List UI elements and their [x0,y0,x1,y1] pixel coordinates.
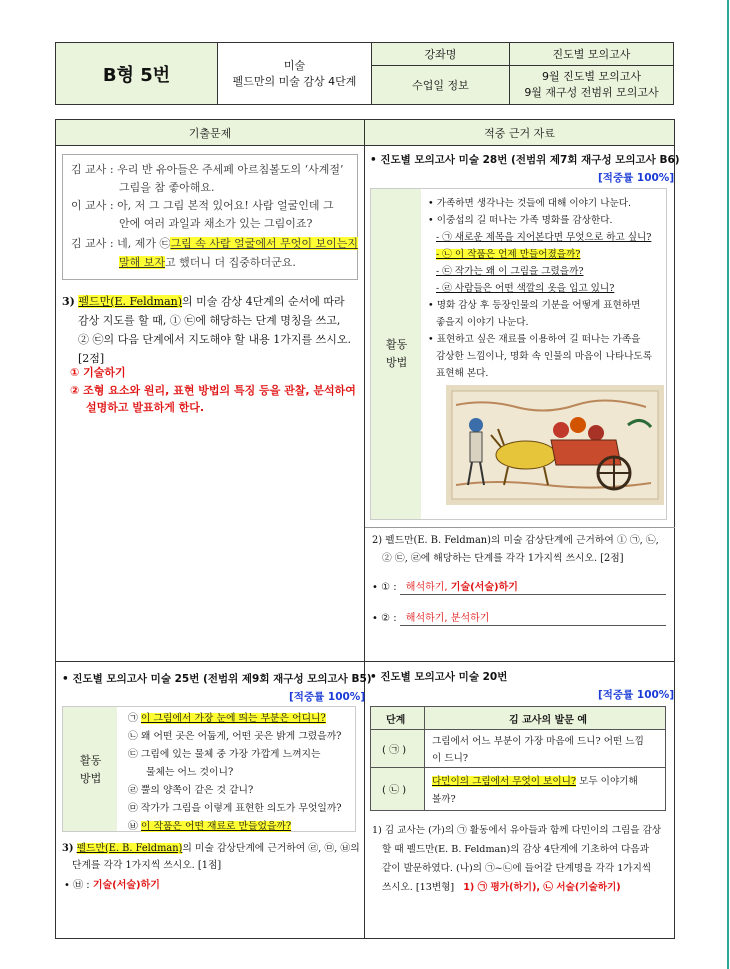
dialog-text: 아, 저 그 그림 본적 있어요! 사람 얼굴인데 그 [117,199,334,212]
date-value-cell [509,65,674,105]
column-right-header [364,119,675,146]
lecture-label-cell [371,42,510,66]
activity-label-2: 방법 [80,772,102,785]
question-text: 감상 지도를 할 때, ① ㉢에 해당하는 단계 명칭을 쓰고, [78,314,341,327]
ref1-title: • 진도별 모의고사 미술 28번 (전범위 제7회 재구성 모의고사 B6) [370,154,680,166]
answer-text: 해석하기, 분석하기 [405,613,490,624]
date-line-1: 9월 진도별 모의고사 [542,70,641,83]
exam-answer-1: ① 기술하기 [70,366,126,379]
date-label-cell [371,65,510,105]
ref3-question-l2: 할 때 펠드만(E. B. Feldman)의 감상 4단계에 기초하여 다음과 [382,844,649,855]
ref1-answer-1 [372,578,518,593]
dialog-text: 고 했더니 더 집중하더군요. [165,256,296,269]
activity-label-2: 방법 [386,356,408,369]
ref2-answer [64,876,160,891]
ref1-answer-2-underline [400,625,666,626]
activity-question: ㉡ 왜 어떤 곳은 어둡게, 어떤 곳은 밝게 그렸을까? [128,731,342,742]
painting-image [446,385,664,505]
ref3-table-col-divider [424,707,425,811]
dialog-text: 그림을 참 좋아해요. [119,181,215,194]
question-text: ② ㉢의 다음 단계에서 지도해야 할 내용 1가지를 쓰시오. [78,333,351,346]
ref3-question-l4 [382,879,621,893]
question-name: 펠드만(E. Feldman) [78,295,183,308]
exam-dialog-box [62,154,358,280]
activity-question: - ㉢ 작가는 왜 이 그림을 그렸을까? [436,266,584,277]
activity-question-highlight: 이 그림에서 가장 눈에 띄는 부분은 어디니? [140,713,326,724]
question-number: 3) [62,843,74,854]
answer-label: • ㉥ : [64,880,90,891]
activity-question: ㉣ 뿔의 양쪽이 같은 것 같니? [128,785,254,796]
page-edge-line [727,0,729,969]
question-number: 3) [62,295,75,308]
header-subject: 미술 [283,58,306,72]
activity-label-1: 활동 [386,338,408,351]
ref3-question-l1: 1) 김 교사는 (가)의 ㉠ 활동에서 유아들과 함께 다민이의 그림을 감상 [372,825,662,836]
question-points: [2점] [78,352,105,365]
row-highlight: 다민이의 그림에서 무엇이 보이니? [432,776,577,787]
activity-marker: ㉠ [128,713,138,724]
header-subject-cell [217,42,372,105]
dialog-speaker: 김 교사 [71,237,107,250]
activity-bullet: • 가족하면 생각나는 것들에 대해 이야기 나눈다. [428,198,632,209]
activity-question-highlight: - ㉡ 이 작품은 언제 만들어졌을까? [436,249,581,260]
ref3-head-stage: 단계 [386,715,406,726]
ref1-question-l2: ② ㉢, ㉣에 해당하는 단계를 각각 1가지씩 쓰시오. [2점] [382,553,624,564]
ref3-hit-rate: [적중률 100%] [598,689,675,701]
activity-bullet: 표현해 본다. [436,368,489,379]
ref3-row2-l1 [432,773,638,787]
ref3-row2-stage: ( ㉡ ) [382,785,407,796]
question-text: 쓰시오. [13변형] [382,882,455,893]
row-divider [55,661,675,662]
ref3-row1-l2: 이 드니? [432,753,468,764]
ref1-answer-1-underline [400,594,666,595]
ref3-head-question: 김 교사의 발문 예 [509,715,588,726]
ref3-title: • 진도별 모의고사 미술 20번 [370,671,508,683]
activity-question [436,247,580,264]
answer-text-bold: 기술(서술)하기 [92,880,160,891]
activity-bullet: • 이중섭의 길 떠나는 가족 명화를 감상한다. [428,215,613,226]
dialog-highlight: 그림 속 사람 얼굴에서 무엇이 보이는지 [170,237,358,250]
exam-question-line1 [62,292,345,311]
activity-question: - ㉠ 새로운 제목을 지어본다면 무엇으로 하고 싶니? [436,232,652,243]
column-divider [364,146,365,939]
dialog-text: 안에 여러 과일과 채소가 있는 그림이죠? [119,217,313,230]
ref1-separator [365,527,675,528]
dialog-1: 김 교사 : 우리 반 유아들은 주세페 아르침볼도의 ‘사계절’ [71,163,344,176]
date-label: 수업일 정보 [412,79,469,92]
activity-question-highlight: 이 작품은 어떤 재료로 만들었을까? [140,821,292,832]
dialog-text: 우리 반 유아들은 주세페 아르침볼도의 ‘사계절’ [117,163,344,176]
ref1-question-l1: 2) 펠드만(E. B. Feldman)의 미술 감상단계에 근거하여 ① ㉠, ㉡, [372,535,659,546]
ref1-hit-rate: [적중률 100%] [598,172,675,184]
ref3-row2-l2: 볼까? [432,794,456,805]
row-text: 모두 이야기해 [576,776,638,787]
exam-answer-2: ② 조형 요소와 원리, 표현 방법의 특징 등을 관찰, 분석하여 [70,384,356,397]
ref2-question-l1 [62,840,360,854]
lecture-value: 진도별 모의고사 [552,48,631,61]
dialog-2: 이 교사 : 아, 저 그 그림 본적 있어요! 사람 얼굴인데 그 [71,199,334,212]
ref2-question-l2: 단계를 각각 1가지씩 쓰시오. [1점] [72,860,222,871]
ref1-activity-label [386,336,407,372]
activity-bullet: • 명화 감상 후 등장인물의 기분을 어떻게 표현하면 [428,300,641,311]
column-right-title: 적중 근거 자료 [484,126,555,140]
header-title-cell [55,42,218,105]
question-text: 의 미술 감상 4단계의 순서에 따라 [182,295,345,308]
activity-question [128,818,291,836]
ref2-activity-label [80,752,101,788]
activity-bullet: • 표현하고 싶은 재료를 이용하여 길 떠나는 가족을 [428,334,641,345]
lecture-label: 강좌명 [424,48,457,61]
activity-question: 물체는 어느 것이니? [146,767,234,778]
dialog-3: 김 교사 : 네, 제가 ㉢그림 속 사람 얼굴에서 무엇이 보이는지 [71,237,358,250]
activity-marker: ㉥ [128,821,138,832]
activity-question: ㉢ 그림에 있는 물체 중 가장 가깝게 느껴지는 [128,749,321,760]
answer-text-bold: 1) ㉠ 평가(하기), ㉡ 서술(기술하기) [463,882,621,893]
activity-question: ㉤ 작가가 그림을 이렇게 표현한 의도가 무엇일까? [128,803,342,814]
column-left-title: 기출문제 [188,126,232,140]
dialog-text: 네, 제가 ㉢ [117,237,171,250]
answer-text-bold: 기술(서술)하기 [450,582,518,593]
activity-question: - ㉣ 사람들은 어떤 색깔의 옷을 입고 있니? [436,283,615,294]
ref2-title: • 진도별 모의고사 미술 25번 (전범위 제9회 재구성 모의고사 B5) [62,673,372,685]
answer-label: • ① : [372,582,397,593]
exam-answer-2b: 설명하고 발표하게 한다. [86,401,205,414]
column-left-header [55,119,365,146]
dialog-speaker: 김 교사 [71,163,107,176]
activity-label-1: 활동 [80,754,102,767]
ref3-row1-stage: ( ㉠ ) [382,745,407,756]
activity-bullet: 좋을지 이야기 나눈다. [436,317,529,328]
activity-question [128,710,326,728]
activity-bullet: 감상한 느낌이나, 명화 속 인물의 마음이 나타나도록 [436,351,652,362]
dialog-speaker: 이 교사 [71,199,107,212]
ref1-answer-2 [372,609,489,624]
answer-label: • ② : [372,613,397,624]
lecture-value-cell [509,42,674,66]
question-text: 의 미술 감상단계에 근거하여 ㉣, ㉤, ㉥의 [182,843,360,854]
dialog-highlight: 말해 보자 [119,256,166,269]
answer-text: 해석하기, [405,582,448,593]
date-line-2: 9월 재구성 전범위 모의고사 [524,86,659,99]
ref3-question-l3: 같이 발문하였다. (나)의 ㉠~㉡에 들어갈 단계명을 각각 1가지씩 [382,863,652,874]
question-name: 펠드만(E. B. Feldman) [76,843,183,854]
header-subtitle: 펠드만의 미술 감상 4단계 [232,74,357,88]
ref2-hit-rate: [적중률 100%] [289,691,366,703]
dialog-3-line2 [119,254,296,270]
header-title: B형 5번 [102,64,171,86]
ref3-row1-l1: 그림에서 어느 부분이 가장 마음에 드니? 어떤 느낌 [432,736,644,747]
